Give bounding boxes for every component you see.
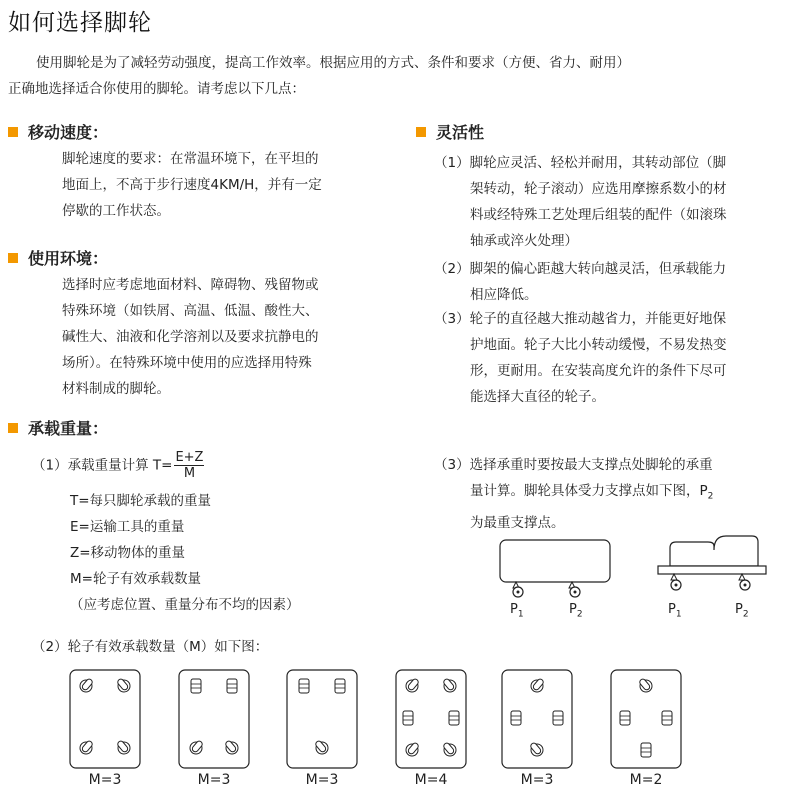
definition-line: （应考虑位置、重量分布不均的因素） [70,597,300,613]
m-diagram-5 [502,670,572,768]
list-line: （1）脚轮应灵活、轻松并耐用，其转动部位（脚 [434,155,727,171]
fraction-numerator: E+Z [175,450,204,465]
definition-line: Z=移动物体的重量 [70,545,186,561]
list-line: 为最重支撑点。 [470,514,565,531]
section-heading-text: 移动速度： [28,123,109,142]
fraction-denominator: M [183,466,196,481]
page-title: 如何选择脚轮 [8,10,152,36]
support-label-p2: $P_2$ [735,602,749,620]
support-label-p1: $P_1$ [668,602,682,620]
body-line: 场所）。在特殊环境中使用的应选择用特殊 [62,355,312,371]
m-diagram-label: M=3 [88,772,122,788]
body-line: 脚轮速度的要求：在常温环境下，在平坦的 [62,151,319,167]
list-line: 护地面。轮子大比小转动缓慢，不易发热变 [470,337,727,353]
m-diagram-1 [70,670,140,768]
m-diagram-2 [179,670,249,768]
list-line: （3）选择承重时要按最大支撑点处脚轮的承重 [434,457,713,473]
m-diagram-label: M=4 [414,772,448,788]
m-diagram-label: M=3 [305,772,339,788]
m-diagram-label: M=3 [520,772,554,788]
m-diagram-label: M=3 [197,772,231,788]
intro-line: 正确地选择适合你使用的脚轮。请考虑以下几点： [8,81,305,97]
m-diagram-6 [611,670,681,768]
list-line: 能选择大直径的轮子。 [470,389,605,405]
intro-line: 使用脚轮是为了减轻劳动强度，提高工作效率。根据应用的方式、条件和要求（方便、省力、耐用） [36,55,630,71]
subscript: 2 [707,491,714,502]
support-label-p1: $P_1$ [510,602,524,620]
body-line: 碱性大、油液和化学溶剂以及要求抗静电的 [62,329,319,345]
list-line: 料或经特殊工艺处理后组装的配件（如滚珠 [470,207,727,223]
definition-line: T=每只脚轮承载的重量 [70,493,212,509]
list-line: （3）轮子的直径越大推动越省力，并能更好地保 [434,311,727,327]
body-line: 地面上，不高于步行速度4KM/H，并有一定 [62,177,322,193]
definition-line: E=运输工具的重量 [70,519,185,535]
body-line: 特殊环境（如铁屑、高温、低温、酸性大、 [62,303,319,319]
section-heading-text: 灵活性 [436,123,485,142]
list-line: 架转动，轮子滚动）应选用摩擦系数小的材 [470,181,727,197]
list-line: 相应降低。 [470,287,538,303]
list-line-text: 量计算。脚轮具体受力支撑点如下图，P [470,483,708,499]
m-diagram-3 [287,670,357,768]
load-item-2: （2）轮子有效承载数量（M）如下图： [32,639,269,655]
formula-prefix: （1）承载重量计算 T= [32,457,173,474]
body-line: 材料制成的脚轮。 [62,381,170,397]
section-heading-text: 承载重量： [28,419,109,438]
support-label-p2: $P_2$ [569,602,583,620]
list-line: 形，更耐用。在安装高度允许的条件下尽可 [470,363,727,379]
definition-line: M=轮子有效承载数量 [70,571,201,587]
m-diagram-label: M=2 [629,772,663,788]
section-heading-text: 使用环境： [28,249,109,268]
body-line: 选择时应考虑地面材料、障碍物、残留物或 [62,277,319,293]
list-line: 轴承或淬火处理） [470,233,578,249]
body-line: 停歇的工作状态。 [62,203,170,219]
m-diagram-4 [396,670,466,768]
list-line: （2）脚架的偏心距越大转向越灵活，但承载能力 [434,261,727,277]
